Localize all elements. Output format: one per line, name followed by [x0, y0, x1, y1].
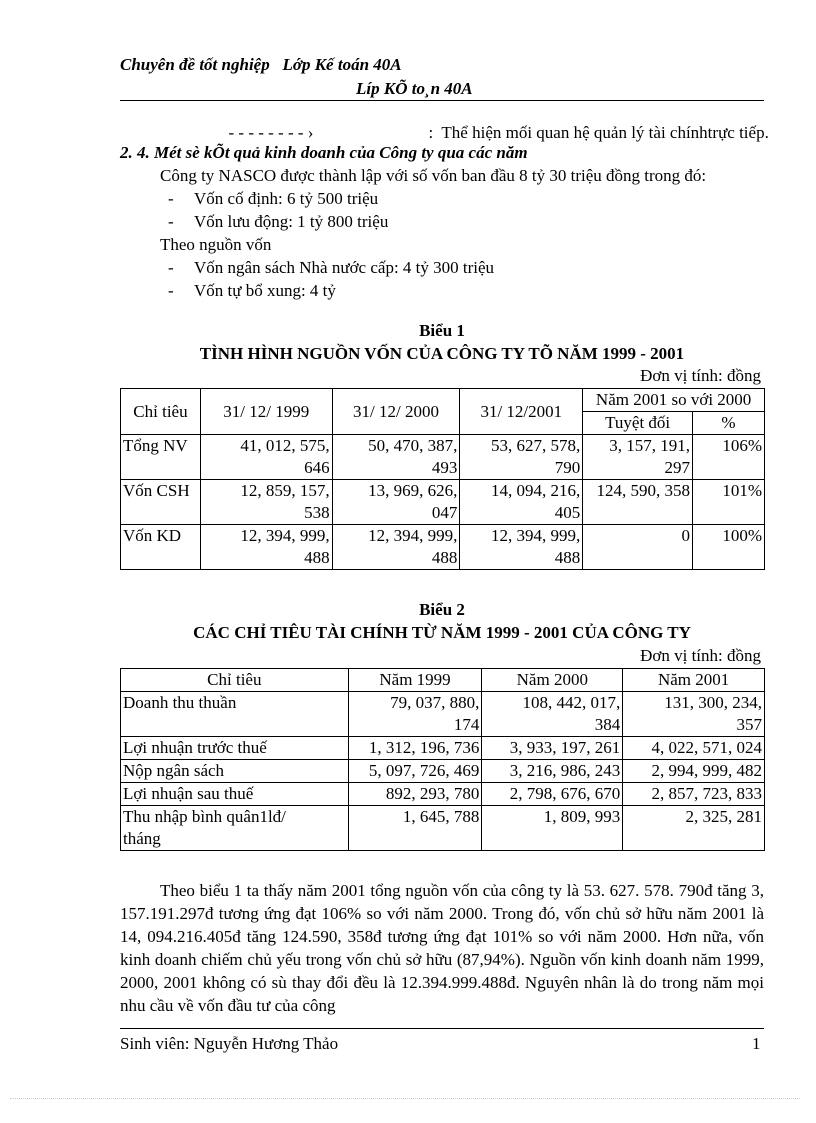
financial-indicators-table: [120, 668, 765, 851]
table1-unit: Đơn vị tính: đồng: [640, 366, 761, 385]
header-cell: 31/ 12/ 2000: [332, 389, 460, 435]
table1-label: Biểu 1: [419, 321, 465, 340]
table-row: Lợi nhuận trước thuế 1, 312, 196, 736 3, 933, 197, 261 4, 022, 571, 024: [121, 737, 765, 760]
table2-label: Biểu 2: [419, 600, 465, 619]
header-cell: Chỉ tiêu: [121, 669, 349, 692]
diagram-legend: [120, 103, 769, 143]
header-course-title: Chuyên đề tốt nghiệp Lớp Kế toán 40A: [120, 55, 402, 74]
intro-text: Công ty NASCO được thành lập với số vốn ban đầu 8 tỷ 30 triệu đồng trong đó:: [160, 166, 707, 185]
footer-divider: [120, 1028, 764, 1029]
table1-title: TÌNH HÌNH NGUỒN VỐN CỦA CÔNG TY TÕ NĂM 1999 - 2001: [199, 344, 685, 363]
header-cell: Tuyệt đối: [583, 412, 693, 435]
footer-student: Sinh viên: Nguyễn Hương Thảo: [120, 1034, 339, 1053]
header-cell: Năm 1999: [348, 669, 482, 692]
header-cell: Năm 2000: [482, 669, 623, 692]
dashed-arrow-icon: - - - - - - - - ›: [228, 123, 314, 142]
analysis-paragraph: Theo biểu 1 ta thấy năm 2001 tổng nguồn vốn của công ty là 53. 627. 578. 790đ tăng 3, 157.191.297đ tương ứng đạt 106% so với năm 2000. Trong đó, vốn chủ sở hữu năm 2001 là 14, 094.216.405đ tăng 124.590, 358đ tương ứng đạt 101% so với năm 2000. Hơn nữa, vốn kinh doanh chiếm chủ yếu trong vốn chủ sở hữu (87,94%). Nguồn vốn kinh doanh năm 1999, 2000, 2001 không có sù thay đổi đều là 12.394.999.488đ. Nguyên nhân là do trong năm mọi nhu cầu về vốn đầu tư của công: [120, 881, 764, 1015]
table-row: Vốn CSH 12, 859, 157, 538 13, 969, 626, 047 14, 094, 216, 405 124, 590, 358 101%: [121, 480, 765, 525]
table-row: Tổng NV 41, 012, 575, 646 50, 470, 387, 493 53, 627, 578, 790 3, 157, 191, 297 106%: [121, 435, 765, 480]
row-label: Tổng NV: [121, 435, 201, 480]
header-cell: 31/ 12/ 1999: [200, 389, 332, 435]
table-row: Lợi nhuận sau thuế 892, 293, 780 2, 798, 676, 670 2, 857, 723, 833: [121, 783, 765, 806]
header-cell: Chỉ tiêu: [121, 389, 201, 435]
capital-table: [120, 388, 765, 570]
table-row: Doanh thu thuần 79, 037, 880, 174 108, 442, 017, 384 131, 300, 234, 357: [121, 692, 765, 737]
page-edge-divider: [10, 1098, 800, 1099]
table2-title: CÁC CHỈ TIÊU TÀI CHÍNH TỪ NĂM 1999 - 2001 CỦA CÔNG TY: [193, 623, 691, 642]
row-label: Vốn CSH: [121, 480, 201, 525]
table-row: Nộp ngân sách 5, 097, 726, 469 3, 216, 986, 243 2, 994, 999, 482: [121, 760, 765, 783]
header-cell: 31/ 12/2001: [460, 389, 583, 435]
table-row: Thu nhập bình quân1lđ/ tháng 1, 645, 788 1, 809, 993 2, 325, 281: [121, 806, 765, 851]
source-label: Theo nguồn vốn: [160, 235, 272, 254]
header-class-name: Líp KÕ to¸n 40A: [356, 79, 473, 98]
section-title: 2. 4. Mét sè kÕt quả kinh doanh của Công ty qua các năm: [120, 143, 528, 162]
table-row: Vốn KD 12, 394, 999, 488 12, 394, 999, 488 12, 394, 999, 488 0 100%: [121, 525, 765, 570]
page-number: 1: [752, 1034, 761, 1053]
header-cell: %: [693, 412, 765, 435]
row-label: Vốn KD: [121, 525, 201, 570]
header-cell: Năm 2001 so với 2000: [583, 389, 765, 412]
table2-unit: Đơn vị tính: đồng: [640, 646, 761, 665]
legend-text: : Thể hiện mối quan hệ quản lý tài chínhtrực tiếp.: [428, 123, 769, 142]
header-divider: [120, 100, 764, 101]
header-cell: Năm 2001: [623, 669, 765, 692]
